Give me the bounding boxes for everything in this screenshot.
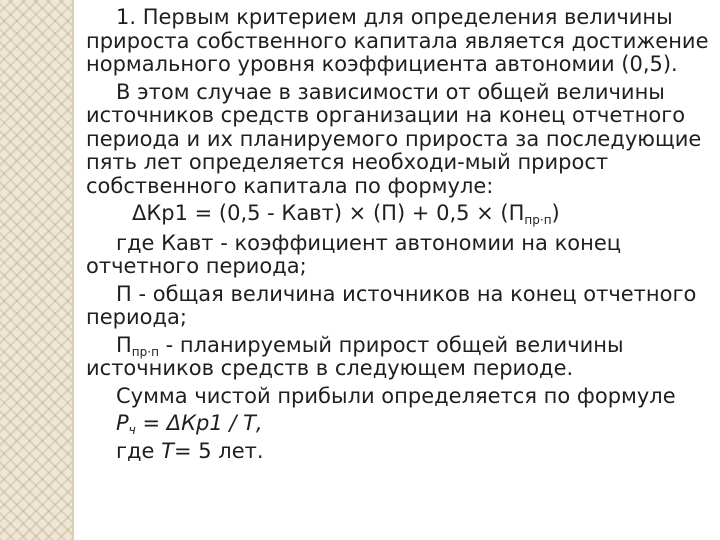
symbol-p: П xyxy=(116,332,132,357)
slide-text xyxy=(86,6,714,467)
paragraph-criterion: 1. Первым критерием для определения величины прироста собственного капитала является достижение нормального уровня коэффициента автономии (0,5). xyxy=(86,5,709,76)
formula-close: ) xyxy=(551,201,560,225)
formula-delta-kr1 xyxy=(86,202,714,226)
definition-t-suffix: = 5 лет. xyxy=(173,438,264,463)
formula2-subscript: ч xyxy=(128,423,136,437)
formula-net-profit xyxy=(86,412,714,436)
symbol-subscript: пр·п xyxy=(131,344,159,359)
formula-main: ΔКр1 = (0,5 - Кавт) × (П) + 0,5 × (П xyxy=(132,201,525,225)
formula-subscript: пр·п xyxy=(524,213,552,227)
variable-t: Т xyxy=(161,438,174,463)
definition-p: П - общая величина источников на конец отчетного периода; xyxy=(86,281,697,329)
definition-kavt: где Кавт - коэффициент автономии на конец отчетного периода; xyxy=(86,230,622,278)
decorative-side-band xyxy=(0,0,72,540)
definition-t xyxy=(86,440,714,464)
definition-ppr xyxy=(86,334,714,381)
definition-t-prefix: где xyxy=(116,438,162,463)
side-divider xyxy=(72,0,74,540)
paragraph-explanation: В этом случае в зависимости от общей величины источников средств организации на конец отчетного периода и их планируемого прироста за последующие пять лет определяется необходи-мый прирост собственного капитала по формуле: xyxy=(86,79,702,198)
paragraph-net-profit: Сумма чистой прибыли определяется по формуле xyxy=(116,383,676,408)
definition-ppr-text: - планируемый прирост общей величины источников средств в следующем периоде. xyxy=(86,332,624,380)
formula2-rest: = ΔКр1 / Т, xyxy=(135,411,263,435)
formula2-main: Р xyxy=(116,411,129,435)
